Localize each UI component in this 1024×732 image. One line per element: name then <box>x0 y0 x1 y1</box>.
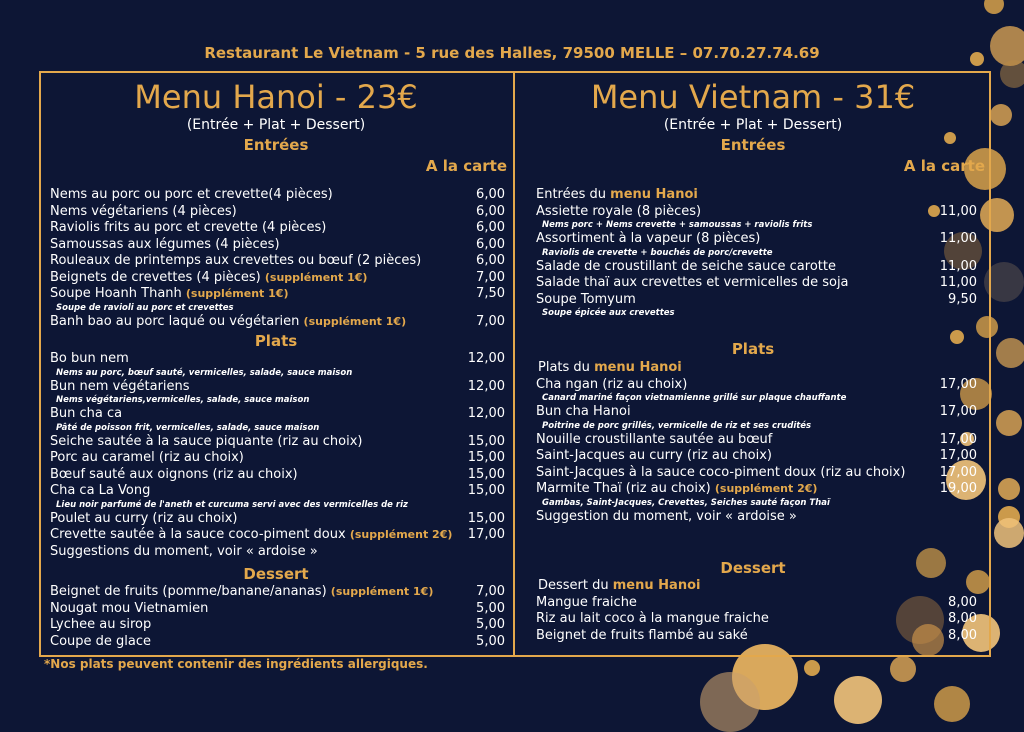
menu-item-description: Lieu noir parfumé de l'aneth et curcuma servi avec des vermicelles de riz <box>56 499 408 510</box>
menu-item-description: Soupe épicée aux crevettes <box>542 308 675 318</box>
vietnam-entrees-heading: Entrées <box>720 136 786 154</box>
menu-item <box>50 286 505 303</box>
menu-item-price: 6,00 <box>476 203 505 219</box>
supplement-note: (supplément 1€) <box>330 585 434 598</box>
menu-item-name: Beignet de fruits flambé au saké <box>536 627 748 643</box>
menu-item-name: Saint-Jacques au curry (riz au choix) <box>536 448 772 463</box>
menu-item-price: 11,00 <box>939 258 977 274</box>
menu-item-name: Salade de croustillant de seiche sauce carotte <box>536 258 836 274</box>
hanoi-plats-list <box>50 351 505 560</box>
menu-item-price: 6,00 <box>476 253 505 268</box>
menu-item <box>536 628 977 645</box>
menu-item-name: Suggestions du moment, voir « ardoise » <box>50 543 318 559</box>
menu-item-price <box>465 544 505 561</box>
menu-item-name: Nouille croustillante sautée au bœuf <box>536 431 773 447</box>
menu-item <box>50 220 505 237</box>
vietnam-plats-list <box>536 377 977 526</box>
menu-item <box>50 314 505 331</box>
menu-item-price: 11,00 <box>939 231 977 246</box>
menu-item-name: Nems végétariens (4 pièces) <box>50 203 237 219</box>
vietnam-entrees-intro: Entrées du menu Hanoi <box>536 187 698 202</box>
menu-item <box>536 377 977 394</box>
menu-item-description: Soupe de ravioli au porc et crevettes <box>56 302 234 313</box>
menu-item <box>50 527 505 544</box>
menu-item <box>50 406 505 423</box>
menu-item-price: 7,00 <box>476 269 505 285</box>
menu-item <box>536 275 977 292</box>
menu-item-name: Bo bun nem <box>50 351 129 366</box>
supplement-note: (supplément 2€) <box>714 482 818 495</box>
vietnam-entrees-section <box>536 187 977 319</box>
menu-item <box>536 465 977 482</box>
menu-item <box>50 270 505 287</box>
menu-item-price: 8,00 <box>948 594 977 610</box>
menu-item <box>50 253 505 270</box>
menu-item-price: 19,00 <box>939 481 977 496</box>
vietnam-dessert-intro: Dessert du menu Hanoi <box>538 578 701 593</box>
hanoi-dessert-heading: Dessert <box>243 565 309 583</box>
menu-item-name: Bun cha Hanoi <box>536 404 631 419</box>
menu-item <box>50 187 505 204</box>
supplement-note: (supplément 2€) <box>349 528 453 541</box>
menu-item-price: 12,00 <box>467 351 505 366</box>
menu-hanoi-title: Menu Hanoi - 23€ <box>134 78 418 116</box>
menu-item-price: 12,00 <box>467 406 505 421</box>
menu-item-name: Salade thaï aux crevettes et vermicelles de soja <box>536 275 849 290</box>
menu-item <box>50 511 505 528</box>
menu-item-name: Raviolis frits au porc et crevette (4 pièces) <box>50 220 327 235</box>
menu-item-description: Nems au porc, bœuf sauté, vermicelles, salade, sauce maison <box>56 367 353 378</box>
supplement-note: (supplément 1€) <box>185 287 289 300</box>
menu-item-price: 15,00 <box>467 450 505 465</box>
menu-item-name: Coupe de glace <box>50 633 152 649</box>
menu-item-price: 9,50 <box>948 291 977 307</box>
menu-item-name: Samoussas aux légumes (4 pièces) <box>50 236 280 252</box>
supplement-note: (supplément 1€) <box>264 270 368 284</box>
menu-item <box>50 634 505 651</box>
hanoi-entrees-heading: Entrées <box>243 136 309 154</box>
menu-item-price: 7,50 <box>476 286 505 301</box>
menu-item-description: Nems végétariens,vermicelles, salade, sauce maison <box>56 395 310 405</box>
menu-item-name: Beignets de crevettes (4 pièces) (supplément 1€) <box>50 269 368 285</box>
vietnam-desserts-list <box>536 595 977 645</box>
menu-item-name: Seiche sautée à la sauce piquante (riz au choix) <box>50 433 363 449</box>
menu-item-price: 6,00 <box>476 187 505 202</box>
menu-item-price: 11,00 <box>939 275 977 290</box>
menu-item-price: 17,00 <box>467 527 505 542</box>
menu-vietnam-subtitle: (Entrée + Plat + Dessert) <box>663 117 843 133</box>
menu-item-price: 17,00 <box>939 431 977 447</box>
menu-item <box>536 231 977 248</box>
menu-item <box>536 292 977 309</box>
menu-item-name: Mangue fraiche <box>536 594 637 610</box>
menu-item-price: 7,00 <box>476 584 505 599</box>
menu-item-price: 12,00 <box>467 378 505 394</box>
menu-item-price: 17,00 <box>939 376 977 392</box>
menu-item-price: 5,00 <box>476 600 505 616</box>
vietnam-dessert-heading: Dessert <box>720 559 786 577</box>
menu-item-name: Beignet de fruits (pomme/banane/ananas) (supplément 1€) <box>50 584 434 599</box>
menu-item-name: Marmite Thaï (riz au choix) (supplément 2€) <box>536 481 818 496</box>
menu-item-price: 5,00 <box>476 633 505 649</box>
hanoi-desserts-list <box>50 584 505 650</box>
allergen-footnote: *Nos plats peuvent contenir des ingrédients allergiques. <box>44 657 428 671</box>
menu-item-price: 8,00 <box>948 627 977 643</box>
menu-item-name: Cha ngan (riz au choix) <box>536 376 688 392</box>
menu-item-price: 6,00 <box>476 236 505 252</box>
menu-item-price: 15,00 <box>467 466 505 482</box>
menu-item-price <box>937 509 977 526</box>
menu-item <box>536 204 977 221</box>
menu-item <box>536 595 977 612</box>
menu-item <box>536 448 977 465</box>
menu-item-price: 7,00 <box>476 313 505 329</box>
menu-item-price: 17,00 <box>939 448 977 463</box>
vietnam-plats-heading: Plats <box>731 340 775 358</box>
menu-item-name: Soupe Hoanh Thanh (supplément 1€) <box>50 286 289 301</box>
menu-item-name: Nems au porc ou porc et crevette(4 pièces) <box>50 187 333 202</box>
vietnam-entrees-list <box>536 204 977 320</box>
menu-item-description: Raviolis de crevette + bouchés de porc/crevette <box>542 247 773 258</box>
menu-item-name: Crevette sautée à la sauce coco-piment doux (supplément 2€) <box>50 527 453 542</box>
menu-item <box>536 509 977 526</box>
menu-item-description: Gambas, Saint-Jacques, Crevettes, Seiches sauté façon Thaï <box>542 497 830 508</box>
menu-item-name: Bun nem végétariens <box>50 378 190 394</box>
vietnam-a-la-carte: A la carte <box>903 157 985 175</box>
vietnam-plats-section <box>536 360 977 525</box>
menu-item <box>50 237 505 254</box>
menu-item <box>536 432 977 449</box>
menu-item-name: Soupe Tomyum <box>536 291 636 307</box>
menu-item <box>536 259 977 276</box>
column-divider <box>513 71 515 657</box>
menu-item <box>50 617 505 634</box>
vietnam-plats-intro: Plats du menu Hanoi <box>538 360 682 375</box>
menu-item-price: 11,00 <box>939 203 977 219</box>
hanoi-a-la-carte: A la carte <box>425 157 507 175</box>
menu-item-description: Canard mariné façon vietnamienne grillé sur plaque chauffante <box>542 393 847 403</box>
menu-item-name: Banh bao au porc laqué ou végétarien (supplément 1€) <box>50 313 407 329</box>
menu-item-price: 15,00 <box>467 510 505 526</box>
menu-item <box>50 584 505 601</box>
menu-item-name: Riz au lait coco à la mangue fraiche <box>536 611 769 626</box>
menu-item <box>536 404 977 421</box>
hanoi-entrees-list <box>50 187 505 330</box>
menu-item-price: 15,00 <box>467 433 505 449</box>
menu-item-description: Nems porc + Nems crevette + samoussas + raviolis frits <box>542 220 813 230</box>
menu-item-name: Lychee au sirop <box>50 617 152 632</box>
menu-item-price: 5,00 <box>476 617 505 632</box>
menu-item-price: 17,00 <box>939 464 977 480</box>
vietnam-dessert-section <box>536 578 977 644</box>
menu-item-price: 15,00 <box>467 483 505 498</box>
menu-item-name: Cha ca La Vong <box>50 483 151 498</box>
supplement-note: (supplément 1€) <box>303 314 407 328</box>
menu-hanoi-subtitle: (Entrée + Plat + Dessert) <box>186 117 366 133</box>
hanoi-plats-heading: Plats <box>254 332 298 350</box>
menu-item-name: Suggestion du moment, voir « ardoise » <box>536 508 797 524</box>
menu-item <box>50 434 505 451</box>
menu-item-name: Porc au caramel (riz au choix) <box>50 450 244 465</box>
menu-item-price: 6,00 <box>476 220 505 235</box>
menu-item <box>50 379 505 396</box>
menu-item-price: 17,00 <box>939 404 977 419</box>
menu-item-price: 8,00 <box>948 611 977 626</box>
menu-item-description: Poitrine de porc grillés, vermicelle de riz et ses crudités <box>542 420 812 431</box>
menu-item <box>536 481 977 498</box>
menu-item <box>50 467 505 484</box>
menu-item-name: Assortiment à la vapeur (8 pièces) <box>536 231 761 246</box>
menu-item-description: Pâté de poisson frit, vermicelles, salade, sauce maison <box>56 422 320 433</box>
menu-item-name: Saint-Jacques à la sauce coco-piment doux (riz au choix) <box>536 464 906 480</box>
restaurant-header: Restaurant Le Vietnam - 5 rue des Halles, 79500 MELLE – 07.70.27.74.69 <box>204 44 820 62</box>
menu-item <box>536 611 977 628</box>
menu-item-name: Rouleaux de printemps aux crevettes ou bœuf (2 pièces) <box>50 253 422 268</box>
menu-item-name: Assiette royale (8 pièces) <box>536 203 702 219</box>
menu-item <box>50 351 505 368</box>
menu-item-name: Bœuf sauté aux oignons (riz au choix) <box>50 466 298 482</box>
menu-vietnam-title: Menu Vietnam - 31€ <box>590 78 916 116</box>
menu-item <box>50 483 505 500</box>
menu-item-name: Nougat mou Vietnamien <box>50 600 209 616</box>
menu-item <box>50 544 505 561</box>
menu-item-name: Poulet au curry (riz au choix) <box>50 510 238 526</box>
menu-item <box>50 450 505 467</box>
menu-item <box>50 204 505 221</box>
menu-item <box>50 601 505 618</box>
menu-item-name: Bun cha ca <box>50 406 123 421</box>
